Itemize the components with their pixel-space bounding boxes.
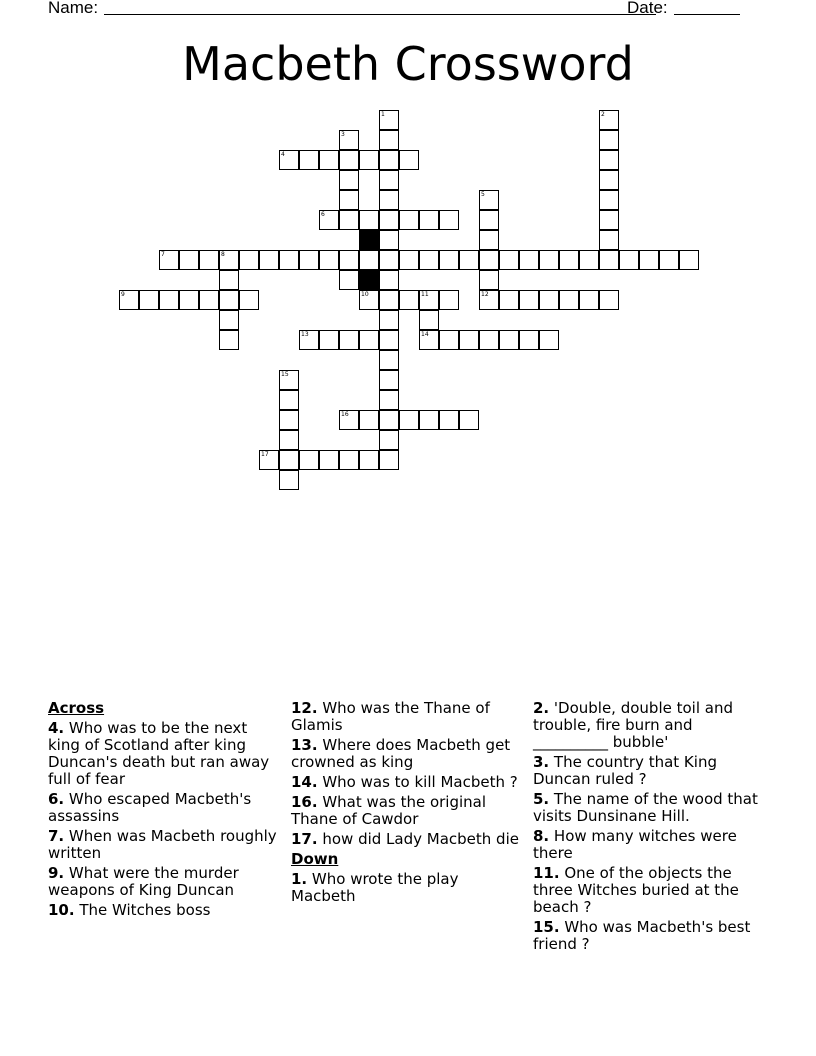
clue-text: Who wrote the play Macbeth bbox=[291, 870, 459, 905]
clue-num: 8. bbox=[533, 827, 550, 845]
grid-cell[interactable] bbox=[539, 290, 559, 310]
clue-text: 'Double, double toil and trouble, fire burn and __________ bubble' bbox=[533, 699, 733, 751]
grid-cell[interactable] bbox=[339, 150, 359, 170]
grid-cell[interactable] bbox=[499, 330, 519, 350]
grid-cell[interactable] bbox=[279, 250, 299, 270]
clue-text: When was Macbeth roughly written bbox=[48, 827, 277, 862]
clue bbox=[533, 791, 765, 825]
grid-cell[interactable] bbox=[419, 250, 439, 270]
across-clue-list-continued bbox=[291, 700, 523, 848]
grid-cell[interactable] bbox=[419, 290, 439, 310]
clue-number: 8 bbox=[221, 251, 225, 258]
clue-number: 17 bbox=[261, 451, 269, 458]
clue bbox=[48, 720, 280, 788]
clue-text: One of the objects the three Witches buried at the beach ? bbox=[533, 864, 739, 916]
grid-cell[interactable] bbox=[359, 290, 379, 310]
across-heading: Across bbox=[48, 699, 105, 717]
grid-cell[interactable] bbox=[379, 130, 399, 150]
down-clue-list bbox=[291, 871, 523, 905]
clue-number: 7 bbox=[161, 251, 165, 258]
clue-text: Who was to be the next king of Scotland after king Duncan's death but ran away full of fear bbox=[48, 719, 270, 788]
grid-cell[interactable] bbox=[199, 290, 219, 310]
grid-cell[interactable] bbox=[379, 310, 399, 330]
grid-cell[interactable] bbox=[539, 330, 559, 350]
grid-cell[interactable] bbox=[599, 290, 619, 310]
clue bbox=[533, 700, 765, 751]
clue-num: 7. bbox=[48, 827, 65, 845]
grid-cell[interactable] bbox=[359, 250, 379, 270]
grid-cell[interactable] bbox=[239, 290, 259, 310]
grid-cell[interactable] bbox=[499, 250, 519, 270]
clues-column-1 bbox=[48, 700, 280, 922]
grid-cell[interactable] bbox=[279, 370, 299, 390]
grid-cell[interactable] bbox=[579, 250, 599, 270]
grid-cell[interactable] bbox=[379, 250, 399, 270]
grid-cell[interactable] bbox=[379, 210, 399, 230]
clue bbox=[291, 737, 523, 771]
clue bbox=[533, 865, 765, 916]
grid-cell[interactable] bbox=[519, 290, 539, 310]
grid-cell[interactable] bbox=[399, 250, 419, 270]
clue-number: 6 bbox=[321, 211, 325, 218]
grid-cell[interactable] bbox=[579, 290, 599, 310]
grid-cell[interactable] bbox=[379, 270, 399, 290]
grid-cell[interactable] bbox=[379, 350, 399, 370]
clue bbox=[48, 902, 280, 919]
clue-number: 10 bbox=[361, 291, 369, 298]
grid-cell[interactable] bbox=[519, 250, 539, 270]
grid-cell[interactable] bbox=[279, 430, 299, 450]
grid-cell[interactable] bbox=[599, 210, 619, 230]
clue-num: 12. bbox=[291, 699, 318, 717]
grid-cell[interactable] bbox=[359, 410, 379, 430]
clue bbox=[533, 919, 765, 953]
grid-cell[interactable] bbox=[299, 250, 319, 270]
clue bbox=[533, 754, 765, 788]
grid-cell[interactable] bbox=[599, 190, 619, 210]
grid-cell[interactable] bbox=[439, 210, 459, 230]
grid-cell[interactable] bbox=[219, 290, 239, 310]
grid-cell[interactable] bbox=[319, 330, 339, 350]
clue-num: 10. bbox=[48, 901, 75, 919]
grid-cell[interactable] bbox=[159, 250, 179, 270]
grid-cell[interactable] bbox=[599, 170, 619, 190]
clue-text: Where does Macbeth get crowned as king bbox=[291, 736, 511, 771]
clue-num: 6. bbox=[48, 790, 65, 808]
grid-cell[interactable] bbox=[339, 190, 359, 210]
grid-cell[interactable] bbox=[359, 210, 379, 230]
grid-cell[interactable] bbox=[599, 130, 619, 150]
grid-cell[interactable] bbox=[419, 410, 439, 430]
grid-cell[interactable] bbox=[679, 250, 699, 270]
clue bbox=[291, 831, 523, 848]
clue-num: 4. bbox=[48, 719, 65, 737]
clue-num: 11. bbox=[533, 864, 560, 882]
clue-number: 11 bbox=[421, 291, 429, 298]
grid-cell[interactable] bbox=[459, 410, 479, 430]
grid-cell[interactable] bbox=[239, 250, 259, 270]
clue-text: Who was Macbeth's best friend ? bbox=[533, 918, 751, 953]
grid-cell[interactable] bbox=[179, 250, 199, 270]
clue-text: The Witches boss bbox=[74, 901, 211, 919]
grid-cell[interactable] bbox=[279, 470, 299, 490]
grid-cell[interactable] bbox=[279, 390, 299, 410]
grid-cell[interactable] bbox=[379, 370, 399, 390]
clue-number: 3 bbox=[341, 131, 345, 138]
clue-number: 15 bbox=[281, 371, 289, 378]
grid-cell[interactable] bbox=[199, 250, 219, 270]
grid-cell[interactable] bbox=[619, 250, 639, 270]
grid-cell[interactable] bbox=[219, 270, 239, 290]
grid-cell[interactable] bbox=[399, 410, 419, 430]
grid-cell[interactable] bbox=[599, 150, 619, 170]
grid-cell[interactable] bbox=[479, 190, 499, 210]
clue-num: 9. bbox=[48, 864, 65, 882]
grid-cell[interactable] bbox=[279, 450, 299, 470]
grid-cell[interactable] bbox=[379, 430, 399, 450]
grid-cell[interactable] bbox=[479, 270, 499, 290]
clue-num: 15. bbox=[533, 918, 560, 936]
clue-text: What was the original Thane of Cawdor bbox=[291, 793, 487, 828]
clue-text: how did Lady Macbeth die bbox=[317, 830, 519, 848]
grid-cell[interactable] bbox=[419, 210, 439, 230]
grid-cell[interactable] bbox=[319, 150, 339, 170]
clue bbox=[291, 794, 523, 828]
grid-cell[interactable] bbox=[499, 290, 519, 310]
grid-cell[interactable] bbox=[219, 330, 239, 350]
grid-cell[interactable] bbox=[319, 450, 339, 470]
grid-cell[interactable] bbox=[479, 330, 499, 350]
clue-number: 14 bbox=[421, 331, 429, 338]
down-heading: Down bbox=[291, 850, 339, 868]
clue-number: 4 bbox=[281, 151, 285, 158]
grid-cell[interactable] bbox=[479, 290, 499, 310]
page-title: Macbeth Crossword bbox=[182, 37, 634, 91]
black-cell bbox=[359, 270, 379, 290]
clue-num: 17. bbox=[291, 830, 318, 848]
grid-cell[interactable] bbox=[339, 210, 359, 230]
grid-cell[interactable] bbox=[599, 110, 619, 130]
grid-cell[interactable] bbox=[639, 250, 659, 270]
grid-cell[interactable] bbox=[139, 290, 159, 310]
grid-cell[interactable] bbox=[319, 210, 339, 230]
grid-cell[interactable] bbox=[419, 310, 439, 330]
clue-number: 5 bbox=[481, 191, 485, 198]
clue bbox=[291, 700, 523, 734]
black-cell bbox=[359, 230, 379, 250]
grid-cell[interactable] bbox=[339, 250, 359, 270]
clues-column-2 bbox=[291, 700, 523, 908]
grid-cell[interactable] bbox=[359, 330, 379, 350]
grid-cell[interactable] bbox=[439, 330, 459, 350]
clue-num: 3. bbox=[533, 753, 550, 771]
grid-cell[interactable] bbox=[359, 150, 379, 170]
grid-cell[interactable] bbox=[339, 130, 359, 150]
clue-num: 2. bbox=[533, 699, 550, 717]
grid-cell[interactable] bbox=[599, 250, 619, 270]
grid-cell[interactable] bbox=[359, 450, 379, 470]
clue-text: Who was the Thane of Glamis bbox=[291, 699, 490, 734]
grid-cell[interactable] bbox=[379, 230, 399, 250]
grid-cell[interactable] bbox=[339, 170, 359, 190]
grid-cell[interactable] bbox=[539, 250, 559, 270]
clue bbox=[291, 774, 523, 791]
clue-num: 1. bbox=[291, 870, 308, 888]
grid-cell[interactable] bbox=[299, 150, 319, 170]
grid-cell[interactable] bbox=[399, 290, 419, 310]
grid-cell[interactable] bbox=[419, 330, 439, 350]
date-label: Date: bbox=[627, 0, 668, 17]
clue-text: What were the murder weapons of King Duncan bbox=[48, 864, 239, 899]
grid-cell[interactable] bbox=[259, 450, 279, 470]
grid-cell[interactable] bbox=[379, 410, 399, 430]
clue-text: How many witches were there bbox=[533, 827, 737, 862]
grid-cell[interactable] bbox=[659, 250, 679, 270]
clue-num: 14. bbox=[291, 773, 318, 791]
clue-number: 13 bbox=[301, 331, 309, 338]
clue-text: Who was to kill Macbeth ? bbox=[317, 773, 518, 791]
grid-cell[interactable] bbox=[119, 290, 139, 310]
grid-cell[interactable] bbox=[379, 150, 399, 170]
clue-number: 16 bbox=[341, 411, 349, 418]
grid-cell[interactable] bbox=[399, 210, 419, 230]
clue-number: 2 bbox=[601, 111, 605, 118]
across-clue-list bbox=[48, 720, 280, 919]
grid-cell[interactable] bbox=[339, 410, 359, 430]
grid-cell[interactable] bbox=[459, 250, 479, 270]
grid-cell[interactable] bbox=[299, 450, 319, 470]
clue-number: 1 bbox=[381, 111, 385, 118]
grid-cell[interactable] bbox=[439, 290, 459, 310]
clues-column-3 bbox=[533, 700, 765, 956]
name-label: Name: bbox=[48, 0, 99, 17]
grid-cell[interactable] bbox=[379, 190, 399, 210]
clue-number: 9 bbox=[121, 291, 125, 298]
grid-cell[interactable] bbox=[279, 150, 299, 170]
clue-number: 12 bbox=[481, 291, 489, 298]
grid-cell[interactable] bbox=[559, 250, 579, 270]
grid-cell[interactable] bbox=[399, 150, 419, 170]
grid-cell[interactable] bbox=[219, 310, 239, 330]
clue bbox=[533, 828, 765, 862]
grid-cell[interactable] bbox=[479, 210, 499, 230]
down-clue-list-continued bbox=[533, 700, 765, 953]
clue-text: The name of the wood that visits Dunsinane Hill. bbox=[533, 790, 758, 825]
grid-cell[interactable] bbox=[519, 330, 539, 350]
clue bbox=[48, 828, 280, 862]
grid-cell[interactable] bbox=[219, 250, 239, 270]
grid-cell[interactable] bbox=[379, 170, 399, 190]
clue-num: 5. bbox=[533, 790, 550, 808]
grid-cell[interactable] bbox=[599, 230, 619, 250]
clue-num: 13. bbox=[291, 736, 318, 754]
grid-cell[interactable] bbox=[379, 390, 399, 410]
grid-cell[interactable] bbox=[379, 290, 399, 310]
clue bbox=[48, 865, 280, 899]
grid-cell[interactable] bbox=[439, 410, 459, 430]
grid-cell[interactable] bbox=[379, 330, 399, 350]
grid-cell[interactable] bbox=[279, 410, 299, 430]
clue-num: 16. bbox=[291, 793, 318, 811]
clue bbox=[291, 871, 523, 905]
grid-cell[interactable] bbox=[339, 270, 359, 290]
grid-cell[interactable] bbox=[319, 250, 339, 270]
clue-text: Who escaped Macbeth's assassins bbox=[48, 790, 252, 825]
grid-cell[interactable] bbox=[259, 250, 279, 270]
grid-cell[interactable] bbox=[379, 110, 399, 130]
grid-cell[interactable] bbox=[179, 290, 199, 310]
grid-cell[interactable] bbox=[299, 330, 319, 350]
grid-cell[interactable] bbox=[379, 450, 399, 470]
grid-cell[interactable] bbox=[339, 450, 359, 470]
grid-cell[interactable] bbox=[159, 290, 179, 310]
grid-cell[interactable] bbox=[559, 290, 579, 310]
grid-cell[interactable] bbox=[459, 330, 479, 350]
grid-cell[interactable] bbox=[339, 330, 359, 350]
clue bbox=[48, 791, 280, 825]
grid-cell[interactable] bbox=[479, 250, 499, 270]
clue-text: The country that King Duncan ruled ? bbox=[533, 753, 717, 788]
grid-cell[interactable] bbox=[439, 250, 459, 270]
grid-cell[interactable] bbox=[479, 230, 499, 250]
